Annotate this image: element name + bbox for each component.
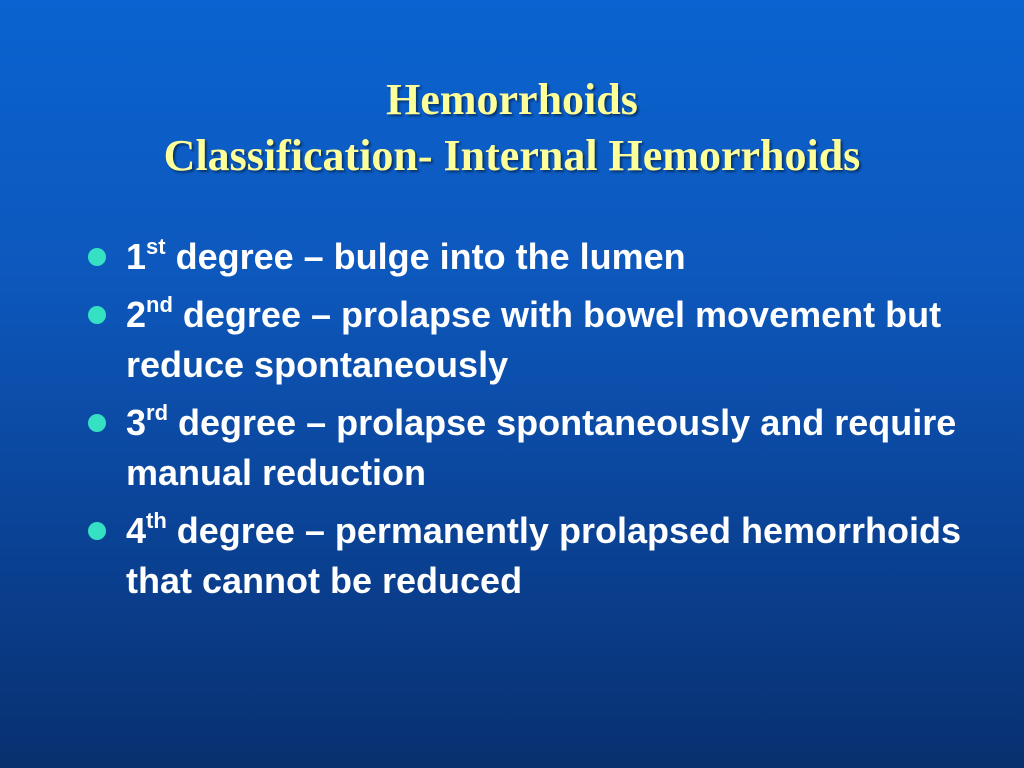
list-item xyxy=(88,290,988,390)
bullet-text: 2nd degree – prolapse with bowel movement but reduce spontaneously xyxy=(126,292,942,385)
title-line-2: Classification- Internal Hemorrhoids xyxy=(163,131,861,180)
title-line-1: Hemorrhoids xyxy=(386,75,638,124)
bullet-text: 1st degree – bulge into the lumen xyxy=(126,234,686,277)
bullet-text: 3rd degree – prolapse spontaneously and require manual reduction xyxy=(126,400,957,493)
list-item xyxy=(88,398,988,498)
bullet-text: 4th degree – permanently prolapsed hemorrhoids that cannot be reduced xyxy=(126,508,962,601)
bullet-dot-icon xyxy=(88,522,106,540)
slide-title xyxy=(0,72,1024,184)
bullet-dot-icon xyxy=(88,306,106,324)
bullet-list xyxy=(88,232,988,614)
list-item xyxy=(88,232,988,282)
bullet-dot-icon xyxy=(88,248,106,266)
bullet-dot-icon xyxy=(88,414,106,432)
list-item xyxy=(88,506,988,606)
